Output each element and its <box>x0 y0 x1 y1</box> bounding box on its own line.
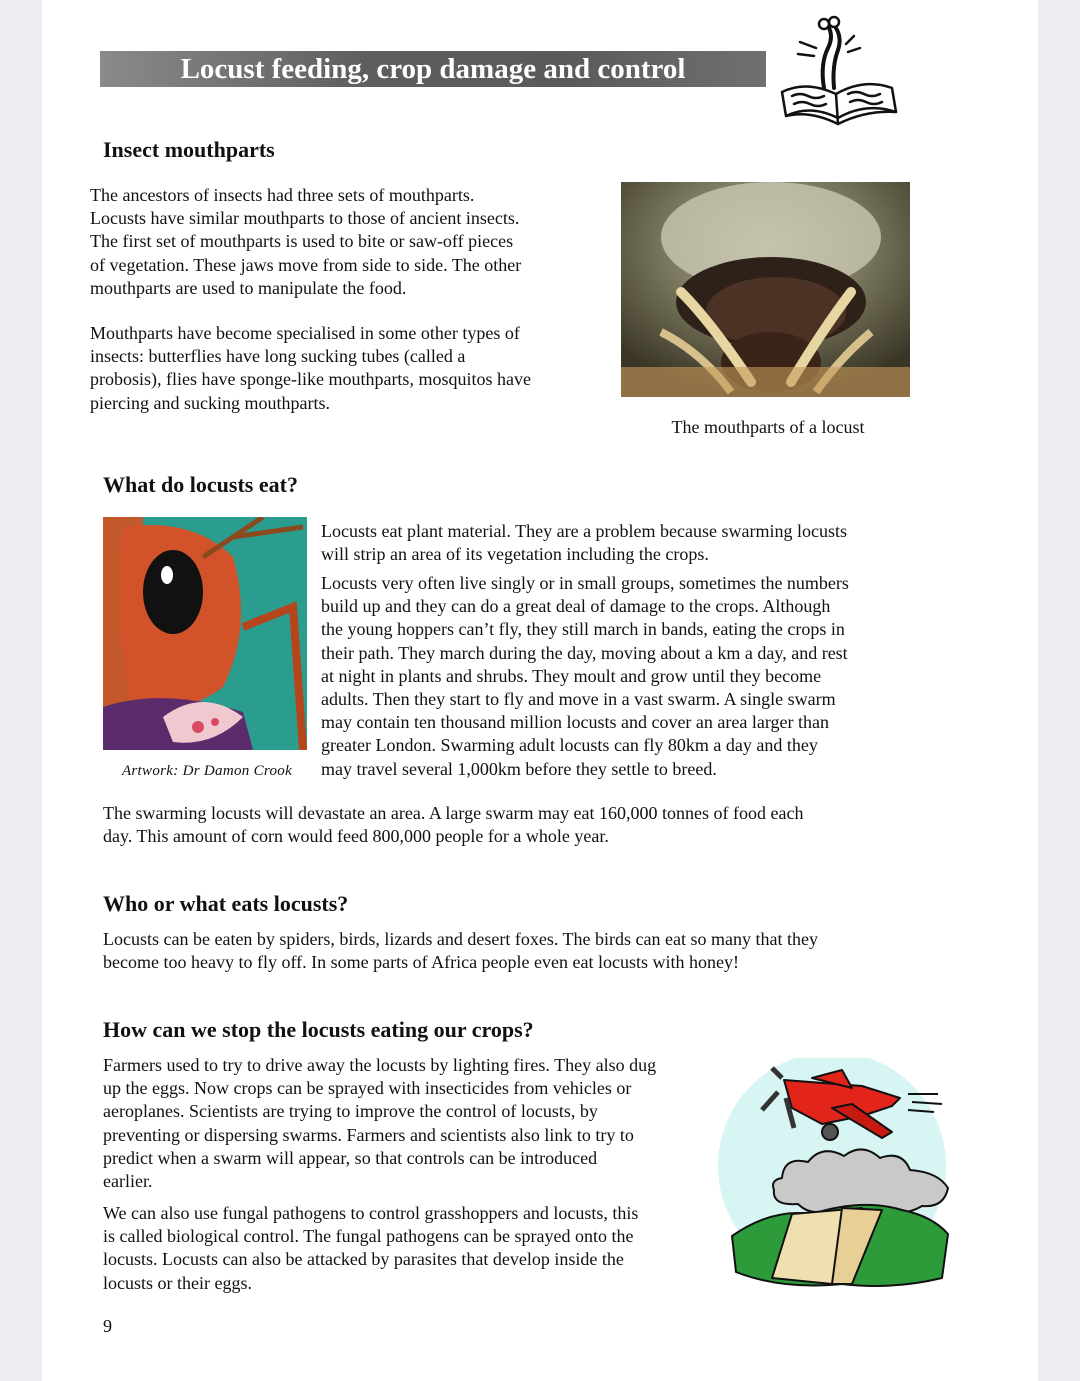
book-worm-icon <box>776 14 900 132</box>
text-line: aeroplanes. Scientists are trying to improve the control of locusts, by <box>103 1101 598 1122</box>
text-line: predict when a swarm will appear, so that controls can be introduced <box>103 1147 598 1168</box>
text-line: up the eggs. Now crops can be sprayed with insecticides from vehicles or <box>103 1078 632 1099</box>
text-line: The swarming locusts will devastate an area. A large swarm may eat 160,000 tonnes of food each <box>103 803 804 823</box>
text-line: locusts. Locusts can also be attacked by parasites that develop inside the <box>103 1249 624 1270</box>
text-line: may travel several 1,000km before they settle to breed. <box>321 758 717 779</box>
text-line: adults. Then they start to fly and move in a vast swarm. A single swarm <box>321 689 836 710</box>
paragraph-fungal <box>103 1202 733 1295</box>
text-line: Farmers used to try to drive away the locusts by lighting fires. They also dug <box>103 1055 657 1075</box>
paragraph-plant-material <box>321 520 921 566</box>
paragraph-specialised <box>90 322 600 415</box>
page-title: Locust feeding, crop damage and control <box>100 51 766 87</box>
text-line: may contain ten thousand million locusts and cover an area larger than <box>321 712 830 733</box>
text-line: the young hoppers can’t fly, they still march in bands, eating the crops in <box>321 619 845 640</box>
text-line: We can also use fungal pathogens to control grasshoppers and locusts, this <box>103 1203 639 1223</box>
text-line: greater London. Swarming adult locusts can fly 80km a day and they <box>321 735 818 756</box>
text-line: is called biological control. The fungal pathogens can be sprayed onto the <box>103 1226 634 1247</box>
text-line: insects: butterflies have long sucking tubes (called a <box>90 346 466 367</box>
text-line: their path. They march during the day, moving about a km a day, and rest <box>321 642 848 663</box>
paragraph-predators <box>103 928 923 974</box>
text-line: Locusts very often live singly or in small groups, sometimes the numbers <box>321 573 849 593</box>
text-line: locusts or their eggs. <box>103 1272 252 1293</box>
text-line: build up and they can do a great deal of damage to the crops. Although <box>321 596 831 617</box>
text-line: become too heavy to fly off. In some parts of Africa people even eat locusts with honey! <box>103 952 739 973</box>
page-number: 9 <box>103 1316 112 1336</box>
text-line: Locusts can be eaten by spiders, birds, lizards and desert foxes. The birds can eat so many that they <box>103 929 818 949</box>
text-line: preventing or dispersing swarms. Farmers and scientists also link to try to <box>103 1124 634 1145</box>
locust-mouthparts-photo <box>621 182 910 397</box>
paragraph-farmers <box>103 1054 733 1193</box>
text-line: earlier. <box>103 1171 153 1192</box>
section-heading-mouthparts: Insect mouthparts <box>103 137 275 162</box>
locust-artwork <box>103 517 307 750</box>
crop-spraying-plane-icon <box>712 1058 962 1290</box>
section-heading-control: How can we stop the locusts eating our crops? <box>103 1017 534 1042</box>
text-line: will strip an area of its vegetation including the crops. <box>321 544 709 565</box>
text-line: at night in plants and shrubs. They moult and grow until they become <box>321 665 822 686</box>
paragraph-ancestors <box>90 184 600 300</box>
text-line: The first set of mouthparts is used to bite or saw-off pieces <box>90 231 514 252</box>
text-line: Locusts eat plant material. They are a problem because swarming locusts <box>321 521 847 541</box>
text-line: Mouthparts have become specialised in some other types of <box>90 323 520 343</box>
text-line: piercing and sucking mouthparts. <box>90 392 330 413</box>
artwork-caption: Artwork: Dr Damon Crook <box>121 763 293 779</box>
text-line: of vegetation. These jaws move from side to side. The other <box>90 254 522 275</box>
text-line: mouthparts are used to manipulate the food. <box>90 277 407 298</box>
paragraph-swarms <box>321 572 921 781</box>
section-heading-what-eat: What do locusts eat? <box>103 472 298 497</box>
text-line: Locusts have similar mouthparts to those of ancient insects. <box>90 208 520 229</box>
paragraph-devastate <box>103 802 923 848</box>
text-line: The ancestors of insects had three sets of mouthparts. <box>90 185 475 205</box>
photo-caption: The mouthparts of a locust <box>671 417 865 437</box>
section-heading-who-eats: Who or what eats locusts? <box>103 891 349 916</box>
text-line: day. This amount of corn would feed 800,000 people for a whole year. <box>103 826 609 847</box>
text-line: probosis), flies have sponge-like mouthparts, mosquitos have <box>90 369 531 390</box>
